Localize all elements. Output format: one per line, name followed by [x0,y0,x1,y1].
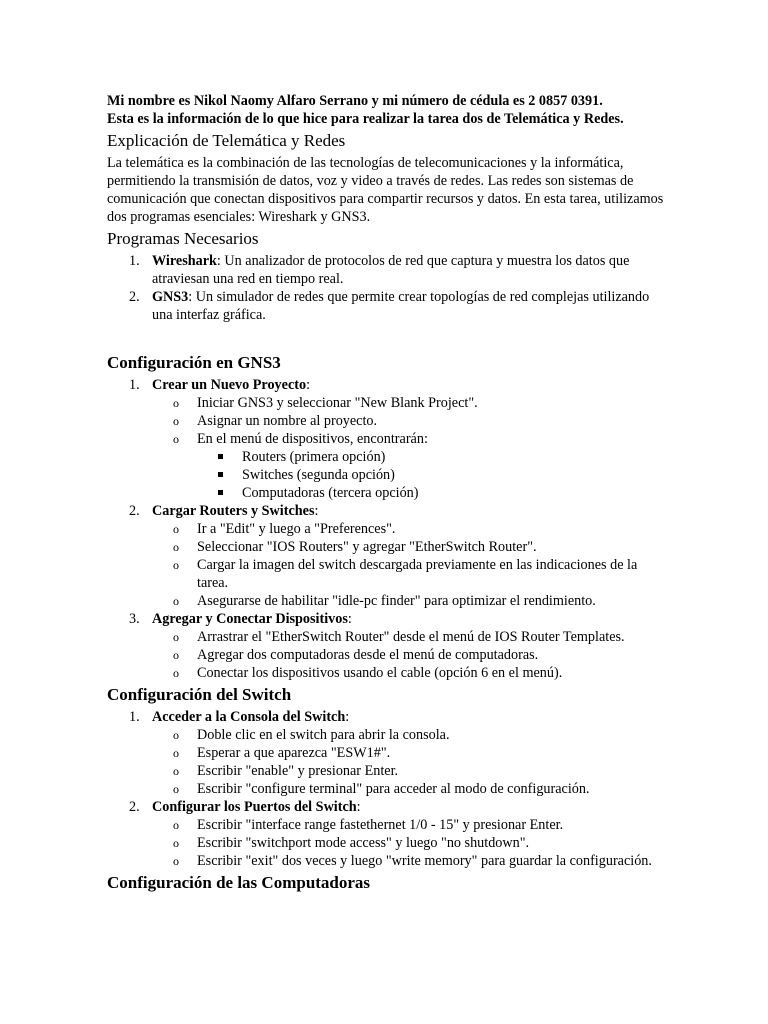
step-title: Cargar Routers y Switches [152,503,315,519]
circle-bullet-icon: o [173,432,179,446]
term-description: : Un simulador de redes que permite crear topologías de red complejas utilizando una interfaz gráfica. [152,289,650,323]
square-bullet-icon [218,454,223,459]
circle-bullet-icon: o [173,818,179,832]
intro-line-1: Mi nombre es Nikol Naomy Alfaro Serrano y mi número de cédula es 2 0857 0391. [107,93,603,109]
circle-bullet-icon: o [173,630,179,644]
step-title: Configurar los Puertos del Switch [152,799,357,815]
list-number: 1. [129,253,140,269]
circle-bullet-icon: o [173,648,179,662]
document-content [107,92,667,896]
sub-list-item [152,646,667,664]
list-config-switch [107,708,667,870]
circle-bullet-icon: o [173,764,179,778]
sub-item-text: Escribir "switchport mode access" y luego "no shutdown". [197,835,530,851]
sub-sub-item-text: Switches (segunda opción) [242,467,395,483]
heading-telematica: Explicación de Telemática y Redes [107,131,346,150]
sub-item-text: Ir a "Edit" y luego a "Preferences". [197,521,396,537]
sub-sub-item-text: Computadoras (tercera opción) [242,485,419,501]
sub-sub-item-text: Routers (primera opción) [242,449,386,465]
list-item [107,376,667,502]
intro-line-2: Esta es la información de lo que hice para realizar la tarea dos de Telemática y Redes. [107,111,624,127]
sub-item-text: Agregar dos computadoras desde el menú de computadoras. [197,647,539,663]
circle-bullet-icon: o [173,728,179,742]
sub-item-text: Escribir "configure terminal" para acceder al modo de configuración. [197,781,590,797]
sub-list [152,628,667,682]
sub-list-item [152,412,667,430]
heading-config-gns3: Configuración en GNS3 [107,353,281,372]
heading-programas: Programas Necesarios [107,229,259,248]
step-colon: : [306,377,311,393]
circle-bullet-icon: o [173,836,179,850]
sub-item-text: Cargar la imagen del switch descargada previamente en las indicaciones de la tarea. [197,557,638,591]
sub-list-item [152,762,667,780]
list-item [107,502,667,610]
circle-bullet-icon: o [173,746,179,760]
circle-bullet-icon: o [173,414,179,428]
sub-list-item [152,592,667,610]
spacer [107,324,667,350]
heading-config-computadoras: Configuración de las Computadoras [107,873,371,892]
sub-list [152,520,667,610]
step-colon: : [314,503,319,519]
sub-list [152,816,667,870]
sub-sub-list [197,448,667,502]
sub-list-item [152,556,667,592]
circle-bullet-icon: o [173,594,179,608]
term-gns3: GNS3 [152,289,189,305]
sub-sub-list-item [197,448,667,466]
list-number: 2. [129,503,140,519]
sub-item-text: Iniciar GNS3 y seleccionar "New Blank Project". [197,395,478,411]
sub-item-text: Asignar un nombre al proyecto. [197,413,378,429]
sub-sub-list-item [197,466,667,484]
list-number: 2. [129,799,140,815]
sub-list-item [152,834,667,852]
sub-item-text: En el menú de dispositivos, encontrarán: [197,431,428,447]
sub-list-item [152,538,667,556]
sub-item-text: Conectar los dispositivos usando el cable (opción 6 en el menú). [197,665,563,681]
list-number: 1. [129,377,140,393]
sub-list-item [152,816,667,834]
square-bullet-icon [218,490,223,495]
circle-bullet-icon: o [173,522,179,536]
step-title: Agregar y Conectar Dispositivos [152,611,348,627]
sub-item-text: Escribir "exit" dos veces y luego "write memory" para guardar la configuración. [197,853,652,869]
sub-list-item [152,664,667,682]
sub-list-item [152,520,667,538]
term-description: : Un analizador de protocolos de red que captura y muestra los datos que atraviesan una red en tiempo real. [152,253,630,287]
sub-item-text: Doble clic en el switch para abrir la consola. [197,727,450,743]
sub-item-text: Asegurarse de habilitar "idle-pc finder" para optimizar el rendimiento. [197,593,596,609]
list-programas [107,252,667,324]
sub-list-item [152,726,667,744]
term-wireshark: Wireshark [152,253,217,269]
circle-bullet-icon: o [173,558,179,572]
circle-bullet-icon: o [173,854,179,868]
step-colon: : [356,799,361,815]
list-item [107,288,667,324]
step-colon: : [345,709,350,725]
circle-bullet-icon: o [173,782,179,796]
sub-item-text: Esperar a que aparezca "ESW1#". [197,745,391,761]
heading-config-switch: Configuración del Switch [107,685,292,704]
sub-list-item [152,852,667,870]
sub-list-item [152,744,667,762]
step-colon: : [347,611,352,627]
sub-list-item [152,628,667,646]
list-config-gns3 [107,376,667,682]
sub-sub-list-item [197,484,667,502]
sub-list-item [152,430,667,502]
list-number: 3. [129,611,140,627]
sub-list [152,394,667,502]
circle-bullet-icon: o [173,396,179,410]
sub-list [152,726,667,798]
circle-bullet-icon: o [173,540,179,554]
list-number: 1. [129,709,140,725]
sub-list-item [152,394,667,412]
sub-item-text: Escribir "enable" y presionar Enter. [197,763,399,779]
step-title: Acceder a la Consola del Switch [152,709,346,725]
sub-list-item [152,780,667,798]
list-item [107,798,667,870]
sub-item-text: Arrastrar el "EtherSwitch Router" desde el menú de IOS Router Templates. [197,629,625,645]
list-item [107,610,667,682]
sub-item-text: Seleccionar "IOS Routers" y agregar "EtherSwitch Router". [197,539,537,555]
circle-bullet-icon: o [173,666,179,680]
step-title: Crear un Nuevo Proyecto [152,377,307,393]
list-item [107,708,667,798]
square-bullet-icon [218,472,223,477]
list-number: 2. [129,289,140,305]
list-item [107,252,667,288]
sub-item-text: Escribir "interface range fastethernet 1/0 - 15" y presionar Enter. [197,817,564,833]
paragraph-telematica: La telemática es la combinación de las tecnologías de telecomunicaciones y la informática, permitiendo la transmisión de datos, voz y video a través de redes. Las redes son sistemas de comunicación que conectan dispositivos para compartir recursos y datos. En esta tarea, utilizamos dos programas esenciales: Wireshark y GNS3. [107,155,664,225]
